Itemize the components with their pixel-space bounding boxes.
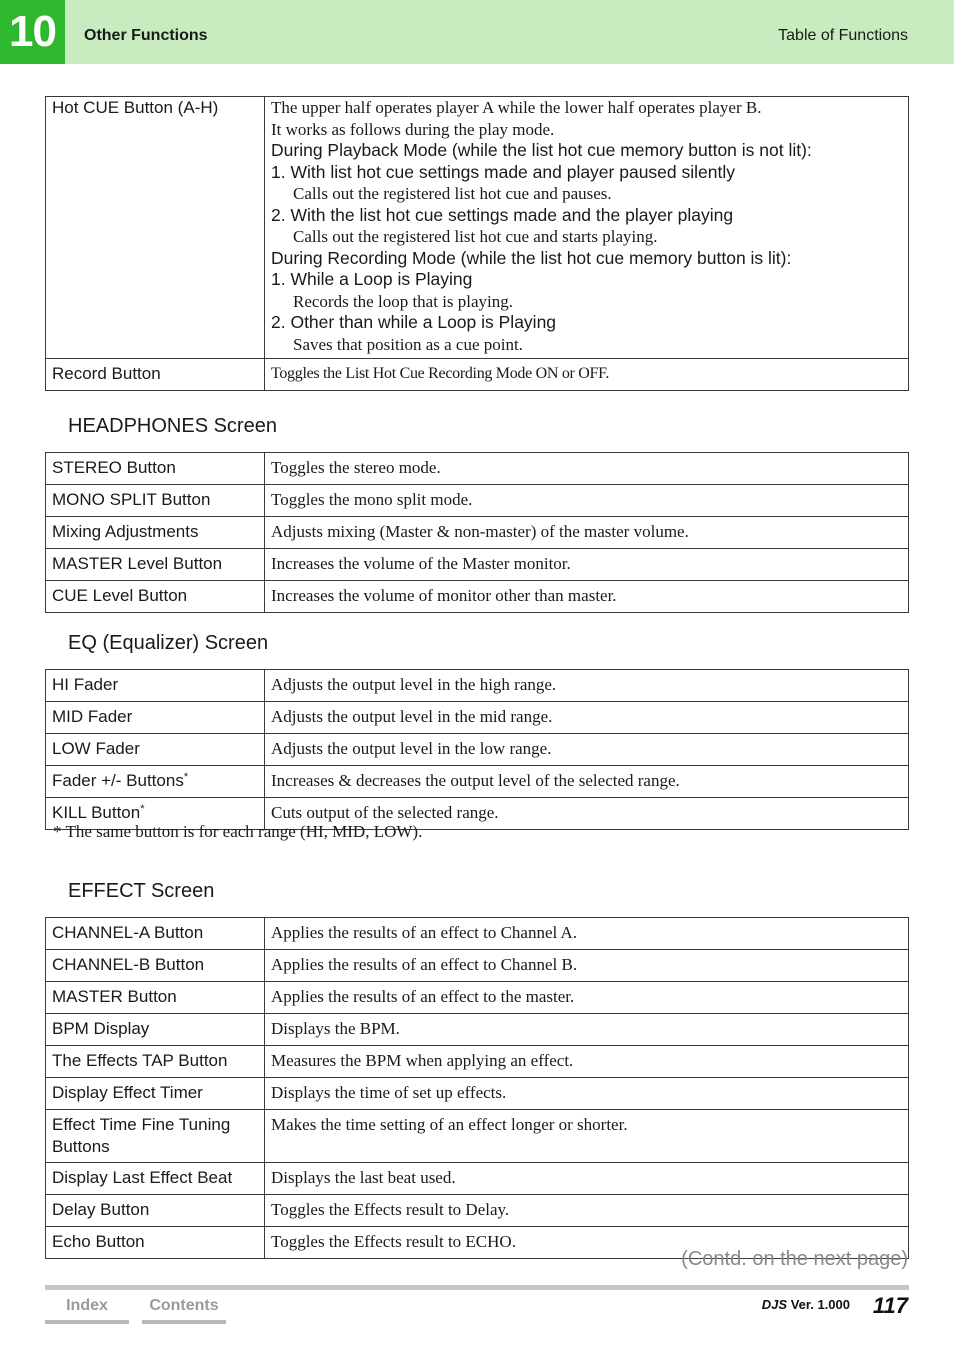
continued-note: (Contd. on the next page) (681, 1248, 908, 1270)
section-title-headphones: HEADPHONES Screen (68, 415, 277, 437)
function-name: MASTER Button (46, 982, 265, 1014)
table-row (46, 1078, 909, 1110)
table-row (46, 517, 909, 549)
function-name-text: MID Fader (52, 707, 133, 726)
function-name: BPM Display (46, 1014, 265, 1046)
description-line: During Playback Mode (while the list hot cue memory button is not lit): (271, 140, 812, 160)
table-row (46, 581, 909, 613)
chapter-number: 10 (0, 0, 65, 64)
table-row (46, 734, 909, 766)
table-row (46, 1014, 909, 1046)
chapter-title: Other Functions (84, 27, 208, 44)
table-row (46, 1195, 909, 1227)
section-header: Table of Functions (778, 27, 908, 44)
table-row (46, 359, 909, 391)
function-name-text: LOW Fader (52, 739, 140, 758)
function-description: Adjusts the output level in the low range. (265, 734, 909, 766)
footnote: * The same button is for each range (HI, MID, LOW). (53, 822, 423, 841)
table-row (46, 1046, 909, 1078)
section-title-eq: EQ (Equalizer) Screen (68, 632, 269, 654)
contents-link[interactable]: Contents (142, 1292, 226, 1324)
hotcue-table (45, 96, 909, 391)
description-line: Calls out the registered list hot cue and starts playing. (293, 227, 658, 246)
table-row (46, 485, 909, 517)
function-name: Display Effect Timer (46, 1078, 265, 1110)
effect-table (45, 917, 909, 1259)
function-name: CHANNEL-B Button (46, 950, 265, 982)
function-description: Makes the time setting of an effect longer or shorter. (265, 1110, 909, 1163)
function-description: Toggles the mono split mode. (265, 485, 909, 517)
table-row (46, 982, 909, 1014)
function-name: CHANNEL-A Button (46, 918, 265, 950)
table-row (46, 97, 909, 359)
table-row (46, 950, 909, 982)
function-description: Adjusts the output level in the mid range. (265, 702, 909, 734)
function-name: CUE Level Button (46, 581, 265, 613)
function-description: Displays the BPM. (265, 1014, 909, 1046)
function-name: MASTER Level Button (46, 549, 265, 581)
table-row (46, 918, 909, 950)
function-name: Record Button (46, 359, 265, 391)
description-line: 2. With the list hot cue settings made and the player playing (271, 204, 734, 225)
description-line: The upper half operates player A while the lower half operates player B. (271, 98, 762, 117)
function-description: Increases the volume of the Master monitor. (265, 549, 909, 581)
function-description: Toggles the Effects result to Delay. (265, 1195, 909, 1227)
function-name (46, 734, 265, 766)
table-row (46, 1163, 909, 1195)
footnote-marker: * (183, 771, 189, 783)
function-name-text: HI Fader (52, 675, 119, 694)
function-name: Display Last Effect Beat (46, 1163, 265, 1195)
function-description: Applies the results of an effect to the master. (265, 982, 909, 1014)
table-row (46, 766, 909, 798)
function-description (265, 97, 909, 359)
function-name (46, 670, 265, 702)
function-description: Displays the time of set up effects. (265, 1078, 909, 1110)
function-description: Toggles the List Hot Cue Recording Mode ON or OFF. (265, 359, 909, 391)
function-name: MONO SPLIT Button (46, 485, 265, 517)
table-row (46, 1110, 909, 1163)
function-description: Toggles the Effects result to ECHO. (265, 1227, 909, 1259)
table-row (46, 670, 909, 702)
description-line: It works as follows during the play mode. (271, 119, 555, 139)
function-name: STEREO Button (46, 453, 265, 485)
function-description: Applies the results of an effect to Channel A. (265, 918, 909, 950)
section-title-effect: EFFECT Screen (68, 880, 215, 902)
function-description: Toggles the stereo mode. (265, 453, 909, 485)
footnote-marker: * (140, 803, 145, 815)
function-description: Cuts output of the selected range. (265, 798, 909, 830)
headphones-table (45, 452, 909, 613)
function-name: Effect Time Fine Tuning Buttons (46, 1110, 265, 1163)
table-row (46, 453, 909, 485)
function-name (46, 766, 265, 798)
footer-divider (45, 1285, 909, 1290)
function-description: Increases & decreases the output level of the selected range. (265, 766, 909, 798)
eq-table (45, 669, 909, 830)
product-name: DJS (761, 1297, 788, 1312)
version-label (762, 1297, 850, 1312)
function-name-text: KILL Button (52, 803, 141, 822)
function-name-text: Fader +/- Buttons (52, 771, 184, 790)
function-description: Increases the volume of monitor other than master. (265, 581, 909, 613)
function-description: Adjusts mixing (Master & non-master) of the master volume. (265, 517, 909, 549)
page-number: 117 (872, 1293, 908, 1318)
function-description: Adjusts the output level in the high range. (265, 670, 909, 702)
function-name: Hot CUE Button (A-H) (46, 97, 265, 359)
table-row (46, 702, 909, 734)
description-line: 1. While a Loop is Playing (271, 269, 473, 289)
description-line: 1. With list hot cue settings made and player paused silently (271, 161, 735, 182)
function-name: Echo Button (46, 1227, 265, 1259)
function-name: Delay Button (46, 1195, 265, 1227)
index-link[interactable]: Index (45, 1292, 129, 1324)
description-line: During Recording Mode (while the list hot cue memory button is lit): (271, 247, 792, 268)
function-name: Mixing Adjustments (46, 517, 265, 549)
function-description: Displays the last beat used. (265, 1163, 909, 1195)
function-name: The Effects TAP Button (46, 1046, 265, 1078)
table-row (46, 549, 909, 581)
description-line: Calls out the registered list hot cue and pauses. (293, 184, 612, 203)
description-line: Saves that position as a cue point. (293, 334, 523, 354)
function-description: Applies the results of an effect to Channel B. (265, 950, 909, 982)
description-line: 2. Other than while a Loop is Playing (271, 312, 557, 332)
function-name (46, 702, 265, 734)
function-description: Measures the BPM when applying an effect. (265, 1046, 909, 1078)
version-number: Ver. 1.000 (790, 1297, 850, 1312)
description-line: Records the loop that is playing. (293, 291, 514, 311)
